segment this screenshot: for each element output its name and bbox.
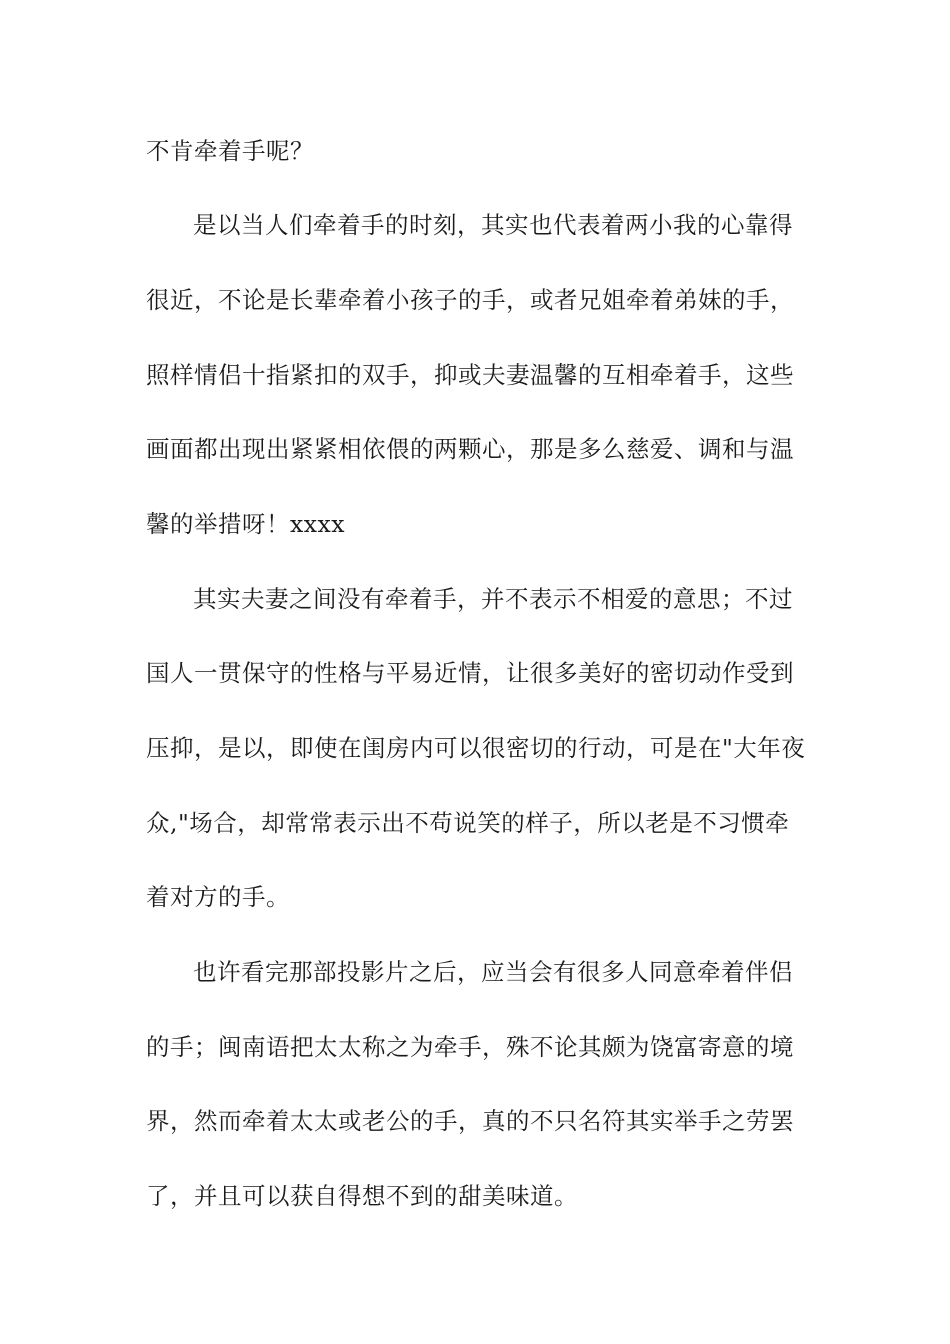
text-line: 界，然而牵着太太或老公的手，真的不只名符其实举手之劳罢 (146, 1107, 794, 1135)
text-line: 画面都出现出紧紧相依偎的两颗心，那是多么慈爱、调和与温 (146, 435, 794, 463)
text-line: 着对方的手。 (146, 883, 290, 911)
paragraph-first-line: 其实夫妻之间没有牵着手，并不表示不相爱的意思；不过 (193, 585, 793, 613)
text-line: 压抑，是以，即使在闺房内可以很密切的行动，可是在"大年夜 (146, 734, 806, 762)
text-line: 了，并且可以获自得想不到的甜美味道。 (146, 1182, 578, 1210)
text-line: 很近，不论是长辈牵着小孩子的手，或者兄姐牵着弟妹的手， (146, 286, 794, 314)
text-line: 照样情侣十指紧扣的双手，抑或夫妻温馨的互相牵着手，这些 (146, 361, 794, 389)
text-line: 不肯牵着手呢？ (146, 137, 314, 165)
text-line: 馨的举措呀！xxxx (146, 510, 346, 538)
text-line: 的手；闽南语把太太称之为牵手，殊不论其颇为饶富寄意的境 (146, 1033, 794, 1061)
paragraph-first-line: 也许看完那部投影片之后，应当会有很多人同意牵着伴侣 (193, 958, 793, 986)
paragraph-first-line: 是以当人们牵着手的时刻，其实也代表着两小我的心靠得 (193, 211, 793, 239)
text-line: 众,"场合，却常常表示出不苟说笑的样子，所以老是不习惯牵 (146, 809, 790, 837)
text-line: 国人一贯保守的性格与平易近情，让很多美好的密切动作受到 (146, 659, 794, 687)
